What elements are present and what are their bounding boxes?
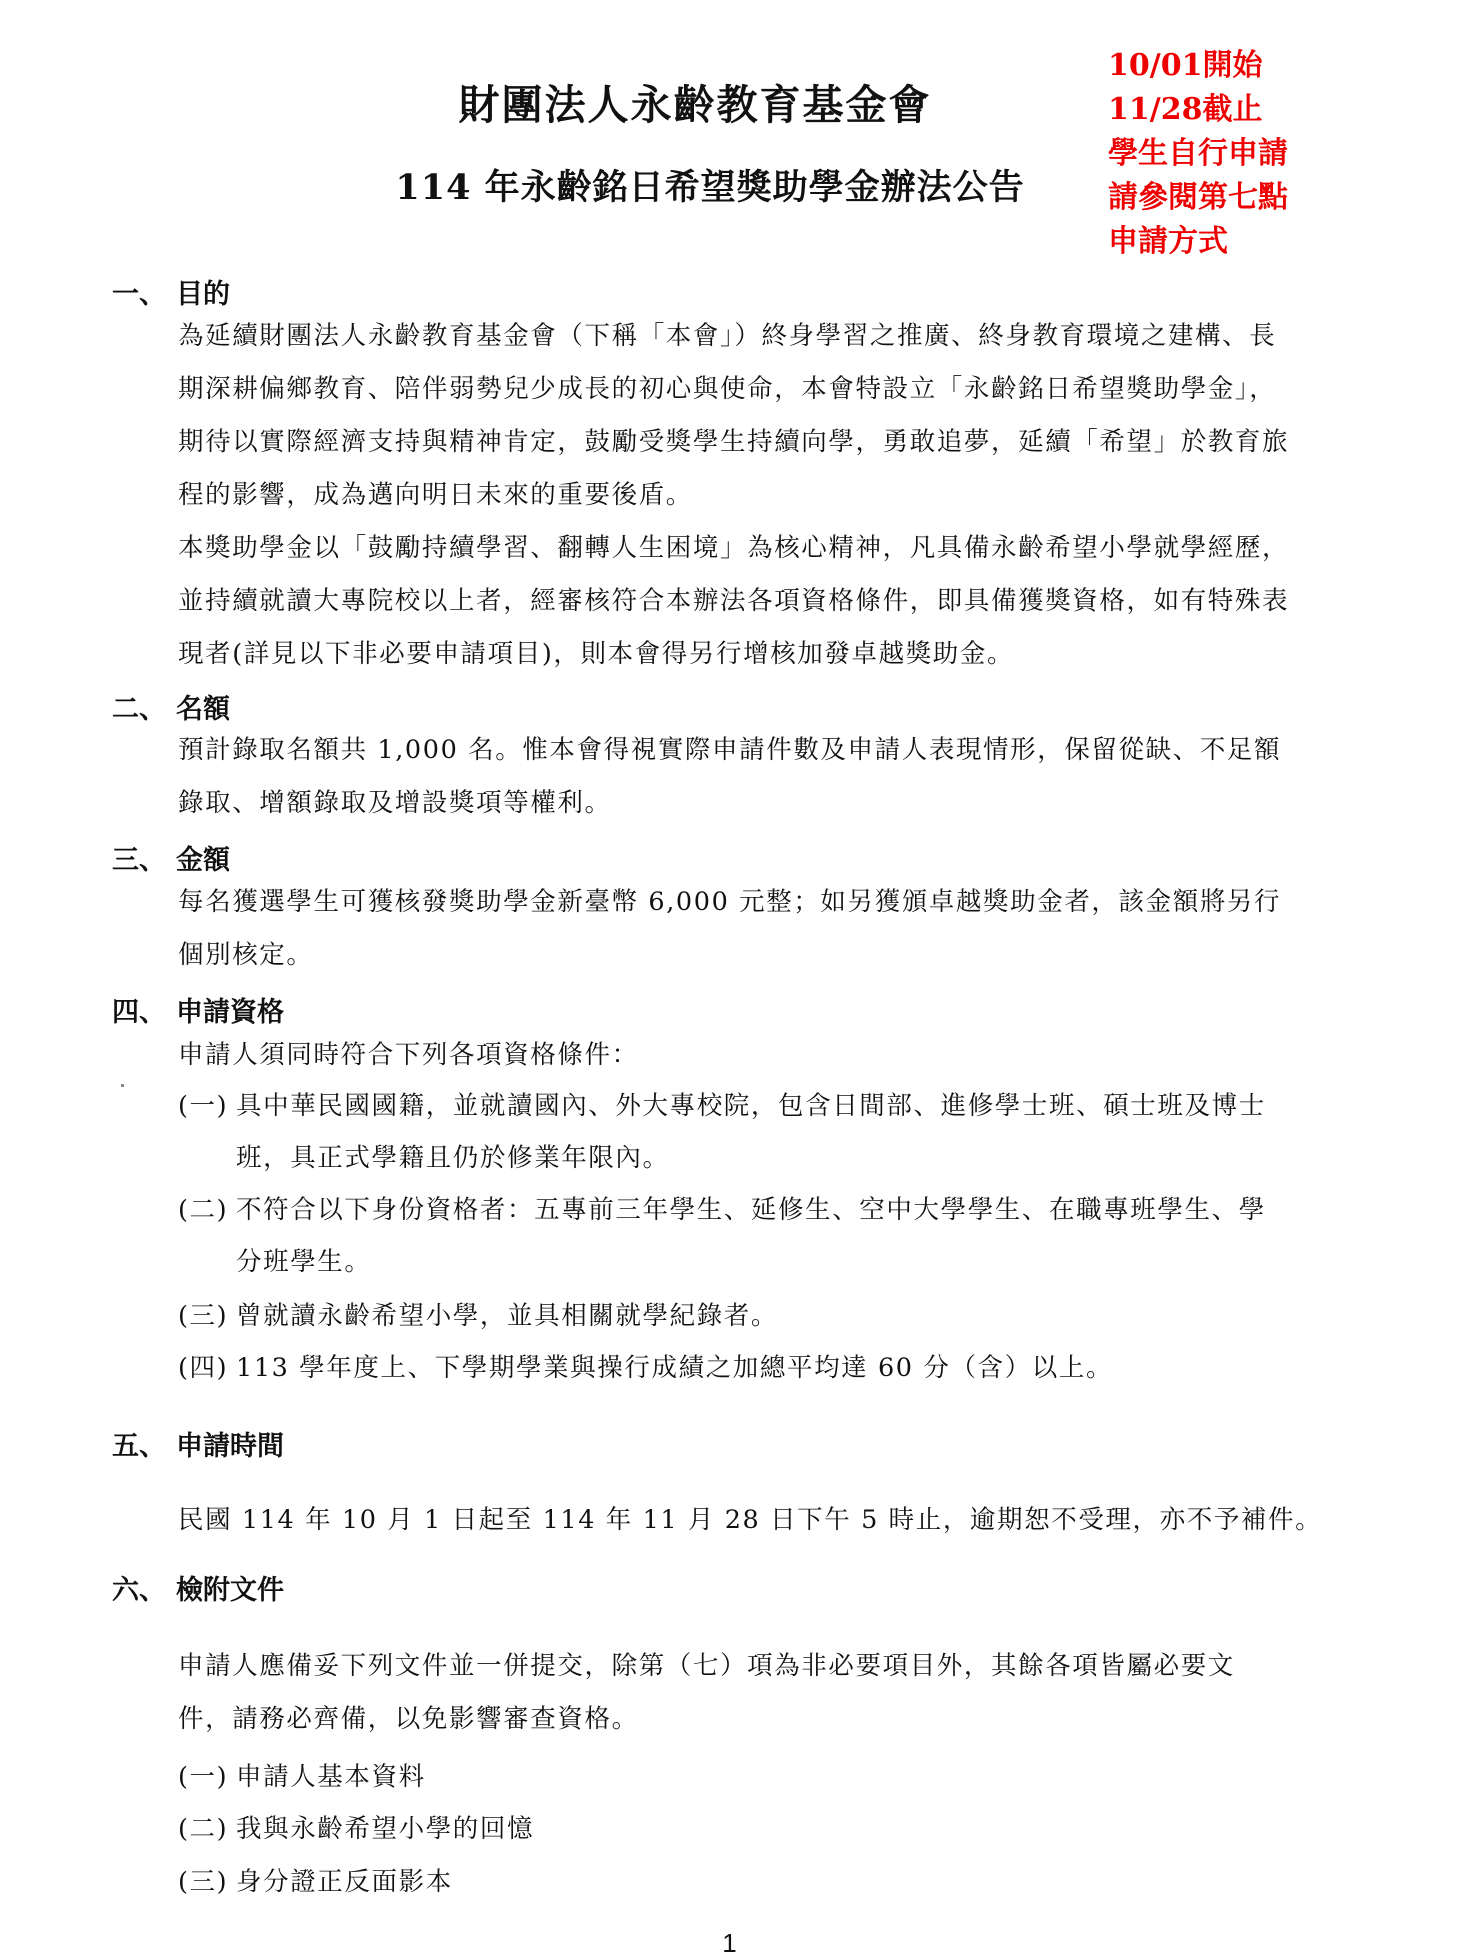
section-body-purpose bbox=[178, 310, 1378, 681]
section-title: 名額 bbox=[176, 694, 230, 725]
item-text: 我與永齡希望小學的回憶 bbox=[236, 1814, 535, 1844]
section-title: 申請資格 bbox=[176, 997, 284, 1028]
paragraph-line: 預計錄取名額共 1,000 名。惟本會得視實際申請件數及申請人表現情形，保留從缺、不足額 bbox=[178, 735, 1282, 765]
item-label: (一) bbox=[178, 1762, 229, 1792]
notice-line: 學生自行申請 bbox=[1108, 136, 1288, 171]
paragraph-line: 申請人須同時符合下列各項資格條件： bbox=[178, 1040, 639, 1070]
item-text: 申請人基本資料 bbox=[236, 1762, 426, 1792]
paragraph-line: 每名獲選學生可獲核發獎助學金新臺幣 6,000 元整；如另獲頒卓越獎助金者，該金額將另行 bbox=[178, 887, 1282, 917]
section-heading-amount bbox=[112, 838, 230, 877]
section-number: 三、 bbox=[112, 845, 166, 876]
eligibility-item bbox=[178, 1184, 1378, 1288]
section-body-period bbox=[178, 1494, 1378, 1547]
item-text: 113 學年度上、下學期學業與操行成績之加總平均達 60 分（含）以上。 bbox=[236, 1353, 1114, 1383]
section-number: 五、 bbox=[112, 1431, 166, 1462]
item-text: 具中華民國國籍，並就讀國內、外大專校院，包含日間部、進修學士班、碩士班及博士 bbox=[236, 1091, 1266, 1121]
paragraph-line: 為延續財團法人永齡教育基金會（下稱「本會」）終身學習之推廣、終身教育環境之建構、長 bbox=[178, 321, 1277, 351]
notice-line: 11/28截止 bbox=[1108, 92, 1263, 127]
notice-line: 申請方式 bbox=[1108, 224, 1228, 259]
paragraph-line: 期待以實際經濟支持與精神肯定，鼓勵受獎學生持續向學，勇敢追夢，延續「希望」於教育旅 bbox=[178, 427, 1290, 457]
document-item bbox=[178, 1803, 1378, 1855]
eligibility-item bbox=[178, 1290, 1378, 1342]
application-notice bbox=[1108, 44, 1448, 264]
section-heading-eligibility bbox=[112, 990, 284, 1029]
section-heading-period bbox=[112, 1424, 284, 1463]
item-label: (一) bbox=[178, 1091, 229, 1121]
paragraph-line: 件，請務必齊備，以免影響審查資格。 bbox=[178, 1704, 639, 1734]
page-number: 1 bbox=[722, 1928, 737, 1958]
notice-line: 請參閱第七點 bbox=[1108, 180, 1288, 215]
section-number: 一、 bbox=[112, 279, 166, 310]
section-title: 金額 bbox=[176, 845, 230, 876]
paragraph-line: 民國 114 年 10 月 1 日起至 114 年 11 月 28 日下午 5 時止，逾期恕不受理，亦不予補件。 bbox=[178, 1505, 1323, 1535]
item-label: (三) bbox=[178, 1867, 229, 1897]
item-text: 曾就讀永齡希望小學，並具相關就學紀錄者。 bbox=[236, 1301, 779, 1331]
item-text: 不符合以下身份資格者：五專前三年學生、延修生、空中大學學生、在職專班學生、學 bbox=[236, 1195, 1266, 1225]
doc-title: 114 年永齡銘日希望獎助學金辦法公告 bbox=[395, 167, 1025, 208]
paragraph-line: 個別核定。 bbox=[178, 940, 314, 970]
eligibility-item bbox=[178, 1342, 1378, 1394]
item-text: 班，具正式學籍且仍於修業年限內。 bbox=[236, 1143, 670, 1173]
eligibility-intro bbox=[178, 1029, 1378, 1082]
item-label: (四) bbox=[178, 1353, 229, 1383]
item-text: 分班學生。 bbox=[236, 1247, 372, 1277]
section-title: 申請時間 bbox=[176, 1431, 284, 1462]
section-title: 檢附文件 bbox=[176, 1575, 284, 1606]
section-number: 二、 bbox=[112, 694, 166, 725]
section-body-documents bbox=[178, 1640, 1378, 1746]
paragraph-line: 錄取、增額錄取及增設獎項等權利。 bbox=[178, 788, 612, 818]
section-body-amount bbox=[178, 876, 1378, 982]
margin-mark bbox=[121, 1084, 124, 1087]
item-label: (三) bbox=[178, 1301, 229, 1331]
document-item bbox=[178, 1856, 1378, 1908]
item-text: 身分證正反面影本 bbox=[236, 1867, 453, 1897]
section-number: 六、 bbox=[112, 1575, 166, 1606]
paragraph-line: 程的影響，成為邁向明日未來的重要後盾。 bbox=[178, 480, 693, 510]
section-number: 四、 bbox=[112, 997, 166, 1028]
org-title: 財團法人永齡教育基金會 bbox=[458, 81, 932, 129]
eligibility-item bbox=[178, 1080, 1378, 1184]
item-label: (二) bbox=[178, 1195, 229, 1225]
notice-line: 10/01開始 bbox=[1108, 48, 1263, 83]
item-label: (二) bbox=[178, 1814, 229, 1844]
section-heading-documents bbox=[112, 1568, 284, 1607]
section-title: 目的 bbox=[176, 279, 230, 310]
section-heading-purpose bbox=[112, 272, 230, 311]
paragraph-line: 並持續就讀大專院校以上者，經審核符合本辦法各項資格條件，即具備獲獎資格，如有特殊表 bbox=[178, 586, 1290, 616]
section-body-quota bbox=[178, 724, 1378, 830]
paragraph-line: 現者(詳見以下非必要申請項目)，則本會得另行增核加發卓越獎助金。 bbox=[178, 639, 1015, 669]
paragraph-line: 本獎助學金以「鼓勵持續學習、翻轉人生困境」為核心精神，凡具備永齡希望小學就學經歷， bbox=[178, 533, 1290, 563]
section-heading-quota bbox=[112, 687, 230, 726]
document-item bbox=[178, 1751, 1378, 1803]
paragraph-line: 期深耕偏鄉教育、陪伴弱勢兒少成長的初心與使命，本會特設立「永齡銘日希望獎助學金」， bbox=[178, 374, 1277, 404]
paragraph-line: 申請人應備妥下列文件並一併提交，除第（七）項為非必要項目外，其餘各項皆屬必要文 bbox=[178, 1651, 1235, 1681]
